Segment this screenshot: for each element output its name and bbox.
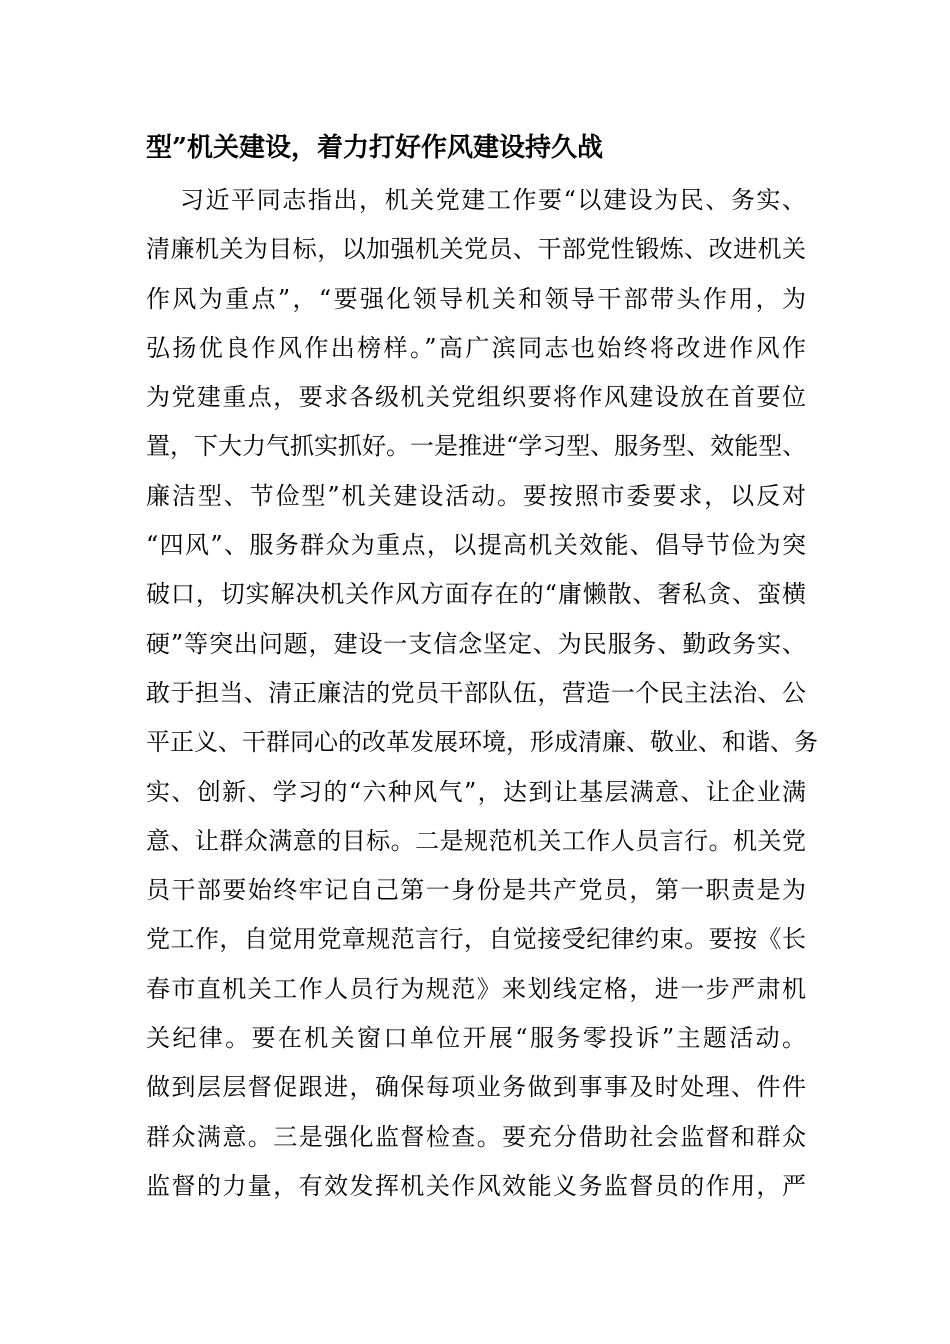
paragraph-line: “四风”、服务群众为重点，以提高机关效能、倡导节俭为突 xyxy=(146,531,806,560)
paragraph-line: 作风为重点”，“要强化领导机关和领导干部带头作用，为 xyxy=(146,284,806,313)
paragraph-line: 实、创新、学习的“六种风气”，达到让基层满意、让企业满 xyxy=(146,777,806,806)
paragraph-line: 春市直机关工作人员行为规范》来划线定格，进一步严肃机 xyxy=(146,974,806,1003)
paragraph-line: 破口，切实解决机关作风方面存在的“庸懒散、奢私贪、蛮横 xyxy=(146,580,806,609)
paragraph-line: 清廉机关为目标，以加强机关党员、干部党性锻炼、改进机关 xyxy=(146,235,806,264)
paragraph-line: 弘扬优良作风作出榜样。”高广滨同志也始终将改进作风作 xyxy=(146,333,806,362)
section-heading: 型”机关建设，着力打好作风建设持久战 xyxy=(146,133,603,163)
paragraph-line: 关纪律。要在机关窗口单位开展“服务零投诉”主题活动。 xyxy=(146,1024,806,1053)
body-paragraph xyxy=(146,180,818,1215)
paragraph-line: 习近平同志指出，机关党建工作要“以建设为民、务实、 xyxy=(180,186,806,214)
paragraph-line: 硬”等突出问题，建设一支信念坚定、为民服务、勤政务实、 xyxy=(146,629,806,658)
paragraph-line: 平正义、干群同心的改革发展环境，形成清廉、敬业、和谐、务 xyxy=(146,728,818,757)
paragraph-line: 为党建重点，要求各级机关党组织要将作风建设放在首要位 xyxy=(146,383,806,412)
paragraph-line: 意、让群众满意的目标。二是规范机关工作人员言行。机关党 xyxy=(146,826,806,855)
paragraph-line: 监督的力量，有效发挥机关作风效能义务监督员的作用，严 xyxy=(146,1171,806,1200)
paragraph-line: 做到层层督促跟进，确保每项业务做到事事及时处理、件件 xyxy=(146,1073,806,1102)
paragraph-line: 置，下大力气抓实抓好。一是推进“学习型、服务型、效能型、 xyxy=(146,432,807,461)
paragraph-line: 群众满意。三是强化监督检查。要充分借助社会监督和群众 xyxy=(146,1122,806,1151)
paragraph-line: 员干部要始终牢记自己第一身份是共产党员，第一职责是为 xyxy=(146,876,806,905)
paragraph-line: 党工作，自觉用党章规范言行，自觉接受纪律约束。要按《长 xyxy=(146,925,806,954)
paragraph-line: 敢于担当、清正廉洁的党员干部队伍，营造一个民主法治、公 xyxy=(146,678,806,707)
paragraph-line: 廉洁型、节俭型”机关建设活动。要按照市委要求，以反对 xyxy=(146,481,806,510)
